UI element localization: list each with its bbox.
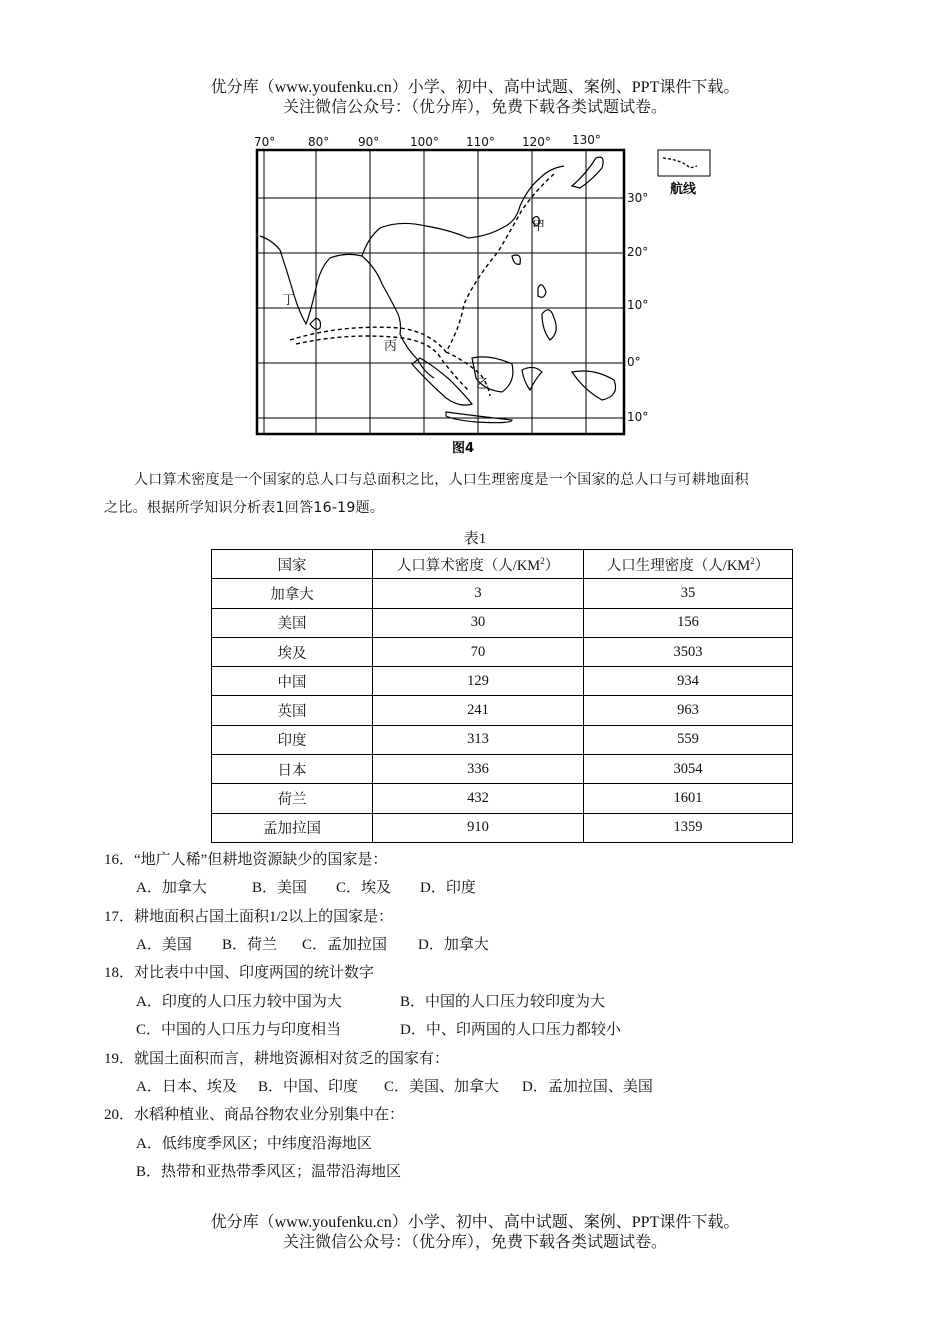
table-row: 荷兰 432 1601 xyxy=(212,784,793,813)
header-physiological: 人口生理密度（人$/KM^2$） xyxy=(584,550,793,579)
label-jia: 甲 xyxy=(532,219,546,234)
header-arithmetic: 人口算术密度（人$/KM^2$） xyxy=(373,550,584,579)
lon-label-120: 120° xyxy=(522,135,551,149)
label-yi: 乙 xyxy=(476,377,490,392)
options-16: A．加拿大 B．美国 C．埃及 D．印度 xyxy=(136,880,476,896)
coastlines xyxy=(260,157,616,423)
table-row: 埃及 70 3503 xyxy=(212,637,793,666)
table-row: 中国 129 934 xyxy=(212,667,793,696)
lon-label-110: 110° xyxy=(466,135,495,149)
footer-line-2: 关注微信公众号：（优分库），免费下载各类试题试卷。 xyxy=(282,1234,667,1251)
question-19: 19．就国土面积而言，耕地资源相对贫乏的国家有： xyxy=(104,1051,450,1067)
options-17: A．美国 B．荷兰 C．孟加拉国 D．加拿大 xyxy=(136,937,489,953)
lat-label-10s: 10° xyxy=(627,410,649,424)
table-caption: 表1 xyxy=(463,531,487,547)
lon-label-100: 100° xyxy=(410,135,439,149)
legend-label: 航线 xyxy=(670,182,697,197)
question-17: 17．耕地面积占国土面积1/2以上的国家是： xyxy=(104,909,394,925)
map-frame xyxy=(257,150,624,434)
table-row: 日本 336 3054 xyxy=(212,755,793,784)
options-18-row2: C．中国的人口压力与印度相当 D．中、印两国的人口压力都较小 xyxy=(136,1022,621,1038)
label-ding: 丁 xyxy=(282,293,296,308)
footer-line-1: 优分库（www.youfenku.cn）小学、初中、高中试题、案例、PPT课件下载。 xyxy=(210,1214,740,1231)
lat-label-30: 30° xyxy=(627,191,649,205)
lat-label-10n: 10° xyxy=(627,298,649,312)
options-20-a: A．低纬度季风区；中纬度沿海地区 xyxy=(136,1136,372,1152)
lat-label-20: 20° xyxy=(627,245,649,259)
options-20-b: B．热带和亚热带季风区；温带沿海地区 xyxy=(136,1164,402,1180)
question-16: 16．“地广人稀”但耕地资源缺少的国家是： xyxy=(104,852,388,868)
table-row: 孟加拉国 910 1359 xyxy=(212,813,793,842)
options-18-row1: A．印度的人口压力较中国为大 B．中国的人口压力较印度为大 xyxy=(136,994,606,1010)
density-table xyxy=(211,549,793,843)
header-country: 国家 xyxy=(212,550,373,579)
label-bing: 丙 xyxy=(384,339,398,354)
question-20: 20．水稻种植业、商品谷物农业分别集中在： xyxy=(104,1107,405,1123)
header-line-1: 优分库（www.youfenku.cn）小学、初中、高中试题、案例、PPT课件下载。 xyxy=(210,79,740,96)
legend-route-sample xyxy=(663,158,697,168)
header-line-2: 关注微信公众号：（优分库），免费下载各类试题试卷。 xyxy=(282,99,667,116)
map-figure xyxy=(250,128,720,458)
table-row: 印度 313 559 xyxy=(212,725,793,754)
intro-line-1: 人口算术密度是一个国家的总人口与总面积之比，人口生理密度是一个国家的总人口与可耕地面积 xyxy=(134,472,749,488)
table-row: 美国 30 156 xyxy=(212,608,793,637)
table-header-row xyxy=(212,550,793,579)
lon-label-80: 80° xyxy=(308,135,330,149)
table-row: 英国 241 963 xyxy=(212,696,793,725)
options-19: A．日本、埃及 B．中国、印度 C．美国、加拿大 D．孟加拉国、美国 xyxy=(136,1079,653,1095)
figure-caption: 图4 xyxy=(452,441,475,456)
intro-line-2: 之比。根据所学知识分析表1回答16-19题。 xyxy=(104,500,385,516)
lat-label-0: 0° xyxy=(627,355,641,369)
lon-label-90: 90° xyxy=(358,135,380,149)
lon-label-130: 130° xyxy=(572,133,601,147)
lon-label-70: 70° xyxy=(254,135,276,149)
question-18: 18．对比表中中国、印度两国的统计数字 xyxy=(104,965,375,981)
table-row: 加拿大 3 35 xyxy=(212,579,793,608)
